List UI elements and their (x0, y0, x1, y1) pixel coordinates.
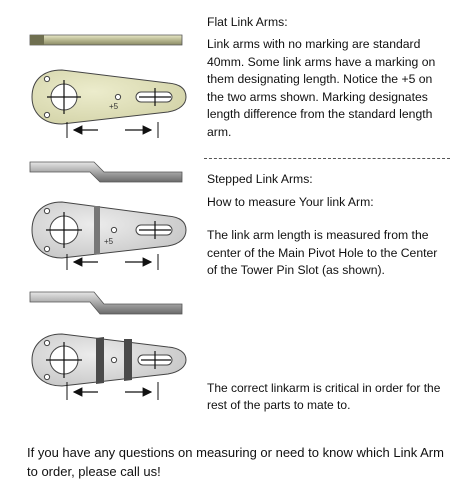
stepped-arm-side-view (30, 162, 182, 182)
measure-heading: How to measure Your link Arm: (207, 195, 374, 209)
footer-contact-text: If you have any questions on measuring or need to know which Link Arm to order, please call us! (27, 445, 444, 479)
stepped-arm-top-view (32, 202, 186, 258)
stepped-link-arms-heading: Stepped Link Arms: (207, 172, 313, 186)
stepped-arm-2-top-view (32, 334, 186, 386)
flat-link-arms-description: Link arms with no marking are standard 40mm. Some link arms have a marking on them designating length. Notice the +5 on the two arms shown. Marking designates length difference from the standard length arm. (207, 37, 436, 139)
section-divider (204, 158, 450, 159)
flat-arm-side-view (30, 35, 182, 45)
stepped-arm-2-side-view (30, 292, 182, 314)
flat-link-arms-heading: Flat Link Arms: (207, 15, 288, 29)
stepped-arm-2-measure-arrows (67, 382, 158, 400)
flat-arm-top-view (32, 70, 186, 124)
flat-arm-marking: +5 (109, 102, 119, 111)
measure-description: The link arm length is measured from the center of the Main Pivot Hole to the Center of the Tower Pin Slot (as shown). (207, 228, 438, 277)
stepped-arm-marking: +5 (104, 237, 114, 246)
flat-arm-measure-arrows (67, 122, 158, 138)
fit-note: The correct linkarm is critical in order for the rest of the parts to mate to. (207, 381, 441, 412)
stepped-arm-measure-arrows (67, 254, 158, 270)
